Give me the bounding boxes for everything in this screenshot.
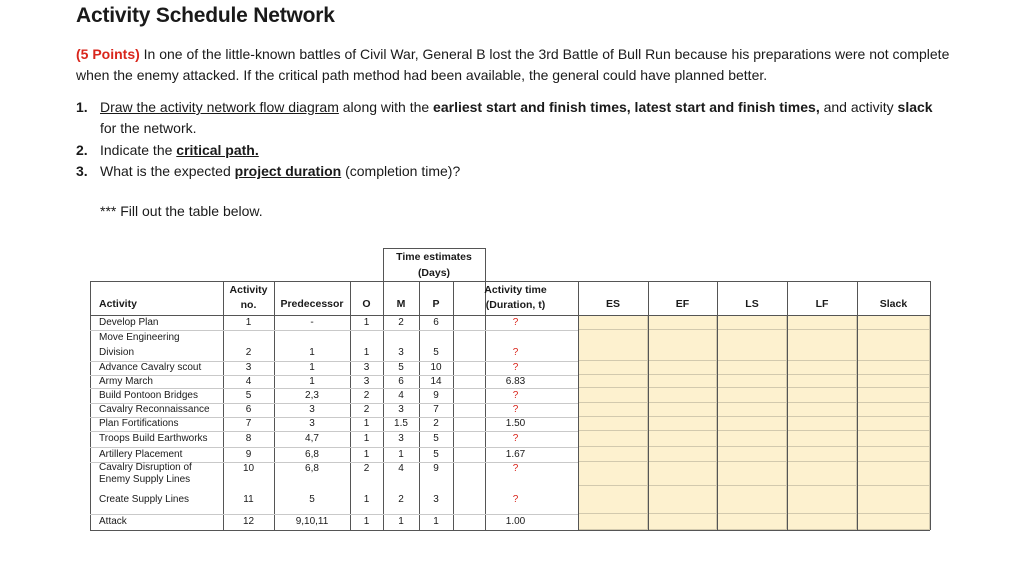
predecessor: 9,10,11 <box>295 516 329 527</box>
activity-time: ? <box>512 433 519 444</box>
input-cell-lf[interactable] <box>787 514 857 530</box>
table-rule <box>717 281 718 530</box>
predecessor: 2,3 <box>305 389 319 401</box>
activity-no: 6 <box>245 404 252 415</box>
activity-time: ? <box>512 389 519 401</box>
input-cell-es[interactable] <box>578 431 648 447</box>
input-cell-ls[interactable] <box>717 375 787 388</box>
activity-name: Artillery Placement <box>99 448 183 460</box>
predecessor: 3 <box>309 404 315 415</box>
predecessor: 6,8 <box>305 463 319 474</box>
estimate-p: 7 <box>433 404 439 415</box>
col-lf: LF <box>815 298 829 310</box>
estimate-m: 2 <box>398 494 404 505</box>
estimate-o: 2 <box>363 404 370 415</box>
input-cell-ef[interactable] <box>648 403 717 417</box>
activity-time: ? <box>512 362 519 373</box>
input-cell-es[interactable] <box>578 514 648 530</box>
input-cell-es[interactable] <box>578 486 648 514</box>
input-cell-slack[interactable] <box>857 431 930 447</box>
question-number: 1. <box>76 99 88 115</box>
estimate-o: 3 <box>363 375 370 387</box>
table-rule <box>485 248 486 281</box>
input-cell-slack[interactable] <box>857 403 930 417</box>
input-cell-es[interactable] <box>578 315 648 330</box>
input-cell-ls[interactable] <box>717 431 787 447</box>
input-cell-ls[interactable] <box>717 486 787 514</box>
input-cell-ef[interactable] <box>648 315 717 330</box>
estimate-m: 6 <box>398 375 404 387</box>
question-number: 3. <box>76 163 88 179</box>
estimate-o: 1 <box>363 418 370 429</box>
estimate-o: 3 <box>363 362 370 373</box>
activity-no: 9 <box>245 448 252 460</box>
activity-name: Develop Plan <box>99 316 159 328</box>
predecessor: 1 <box>309 375 315 387</box>
estimate-p: 6 <box>433 316 439 328</box>
input-cell-ef[interactable] <box>648 431 717 447</box>
estimate-p: 9 <box>433 389 439 401</box>
input-cell-lf[interactable] <box>787 447 857 462</box>
q1-part-c: earliest start and finish times, latest start and finish times, <box>433 99 820 115</box>
estimate-p: 9 <box>433 463 439 474</box>
estimate-m: 1 <box>398 516 404 527</box>
input-cell-lf[interactable] <box>787 403 857 417</box>
col-es: ES <box>605 298 620 310</box>
input-cell-slack[interactable] <box>857 315 930 330</box>
estimate-p: 5 <box>433 433 439 444</box>
activity-no: 1 <box>245 316 252 328</box>
estimate-o: 1 <box>363 516 370 527</box>
input-cell-slack[interactable] <box>857 417 930 431</box>
input-cell-slack[interactable] <box>857 361 930 375</box>
input-cell-slack[interactable] <box>857 514 930 530</box>
q1-part-d: and activity <box>819 99 898 115</box>
estimate-p: 1 <box>433 516 439 527</box>
intro-text: In one of the little-known battles of Civil War, General B lost the 3rd Battle of Bull Run because his preparations were not complete when the enemy attacked. If the critical path method had been available, the general could have planned better. <box>76 46 950 83</box>
col-duration: (Duration, t) <box>485 298 546 311</box>
predecessor: 3 <box>309 418 315 429</box>
fill-instruction: *** Fill out the table below. <box>100 203 263 219</box>
input-cell-ef[interactable] <box>648 361 717 375</box>
activity-time: ? <box>512 404 519 415</box>
q3-part-b: project duration <box>234 163 342 179</box>
input-cell-ls[interactable] <box>717 315 787 330</box>
activity-name: Troops Build Earthworks <box>99 433 208 444</box>
estimate-p: 10 <box>430 362 442 373</box>
estimate-m: 1 <box>398 448 404 460</box>
activity-no: 3 <box>245 362 252 373</box>
input-cell-ef[interactable] <box>648 417 717 431</box>
input-cell-slack[interactable] <box>857 388 930 403</box>
estimate-o: 2 <box>363 463 370 474</box>
input-cell-ls[interactable] <box>717 462 787 486</box>
time-estimates-header: Time estimates <box>396 250 472 263</box>
activity-name: Move Engineering <box>99 331 180 343</box>
activity-name-cont: Division <box>99 347 135 359</box>
estimate-m: 3 <box>398 433 404 444</box>
input-cell-ls[interactable] <box>717 417 787 431</box>
q1-part-a: Draw the activity network flow diagram <box>100 99 339 115</box>
table-rule <box>578 281 579 530</box>
estimate-o: 1 <box>363 494 370 505</box>
estimate-m: 1.5 <box>394 418 408 429</box>
input-cell-lf[interactable] <box>787 330 857 361</box>
predecessor: 4,7 <box>305 433 319 444</box>
col-p: P <box>432 298 440 310</box>
input-cell-ef[interactable] <box>648 388 717 403</box>
activity-no: 7 <box>245 418 252 429</box>
input-cell-ef[interactable] <box>648 486 717 514</box>
input-cell-lf[interactable] <box>787 486 857 514</box>
q1-part-f: for the network. <box>100 120 197 136</box>
col-slack: Slack <box>879 298 908 310</box>
activity-name: Cavalry Reconnaissance <box>99 404 210 415</box>
input-cell-slack[interactable] <box>857 486 930 514</box>
activity-time: ? <box>512 463 519 474</box>
q1-part-e: slack <box>897 99 933 115</box>
predecessor: 1 <box>309 362 315 373</box>
input-cell-es[interactable] <box>578 403 648 417</box>
estimate-o: 1 <box>363 347 370 359</box>
problem-intro <box>76 44 956 86</box>
table-rule <box>90 530 930 531</box>
col-o: O <box>362 298 371 310</box>
q2-part-a: Indicate the <box>100 142 177 158</box>
input-cell-ls[interactable] <box>717 361 787 375</box>
input-cell-lf[interactable] <box>787 315 857 330</box>
input-cell-ls[interactable] <box>717 447 787 462</box>
input-cell-lf[interactable] <box>787 431 857 447</box>
input-cell-ef[interactable] <box>648 514 717 530</box>
input-cell-ef[interactable] <box>648 330 717 361</box>
activity-no: 11 <box>243 494 254 505</box>
activity-no: 5 <box>245 389 252 401</box>
input-cell-lf[interactable] <box>787 375 857 388</box>
col-activity-time: Activity time <box>484 284 547 296</box>
col-activity-no-sub: no. <box>240 298 257 311</box>
activity-time: ? <box>512 316 519 328</box>
estimate-o: 1 <box>363 448 370 460</box>
estimate-m: 4 <box>398 389 404 401</box>
activity-time: 1.67 <box>505 448 526 460</box>
predecessor: 5 <box>309 494 315 505</box>
table-rule <box>857 281 858 530</box>
input-cell-es[interactable] <box>578 330 648 361</box>
activity-name: Cavalry Disruption of <box>99 462 192 473</box>
col-activity-no: Activity <box>229 284 268 296</box>
input-cell-lf[interactable] <box>787 462 857 486</box>
input-cell-ls[interactable] <box>717 330 787 361</box>
input-cell-slack[interactable] <box>857 375 930 388</box>
predecessor: 6,8 <box>305 448 319 460</box>
activity-no: 10 <box>242 463 255 474</box>
q3-part-a: What is the expected <box>100 163 235 179</box>
estimate-o: 2 <box>363 389 370 401</box>
input-cell-slack[interactable] <box>857 447 930 462</box>
estimate-m: 2 <box>398 316 404 328</box>
input-cell-lf[interactable] <box>787 388 857 403</box>
question-number: 2. <box>76 142 88 158</box>
input-cell-ls[interactable] <box>717 403 787 417</box>
activity-time: 6.83 <box>505 375 526 387</box>
col-ef: EF <box>675 298 690 310</box>
table-rule <box>930 281 931 530</box>
col-predecessor: Predecessor <box>280 298 344 310</box>
input-cell-es[interactable] <box>578 361 648 375</box>
activity-name-cont: Enemy Supply Lines <box>99 474 191 485</box>
estimate-o: 1 <box>363 433 370 444</box>
q2-part-b: critical path. <box>176 142 259 158</box>
activity-time: ? <box>512 347 519 359</box>
table-rule <box>648 281 649 530</box>
page-title: Activity Schedule Network <box>76 4 335 27</box>
table-rule <box>787 281 788 530</box>
estimate-p: 5 <box>433 448 439 460</box>
estimate-o: 1 <box>363 316 370 328</box>
estimate-m: 3 <box>398 404 404 415</box>
estimate-m: 3 <box>398 347 404 359</box>
activity-no: 4 <box>245 375 252 387</box>
estimate-p: 5 <box>433 347 439 359</box>
activity-time: 1.50 <box>505 418 526 429</box>
col-ls: LS <box>745 298 759 310</box>
input-cell-slack[interactable] <box>857 330 930 361</box>
col-m: M <box>396 298 406 310</box>
estimate-m: 5 <box>398 362 404 373</box>
estimate-p: 2 <box>433 418 439 429</box>
points-label: (5 Points) <box>76 46 140 62</box>
activity-no: 2 <box>245 347 252 359</box>
activity-name: Create Supply Lines <box>99 494 190 505</box>
estimate-m: 4 <box>398 463 404 474</box>
activity-name: Attack <box>99 516 127 527</box>
activity-table <box>90 248 930 553</box>
estimate-p: 3 <box>433 494 439 505</box>
activity-time: 1.00 <box>505 516 526 527</box>
input-cell-es[interactable] <box>578 447 648 462</box>
input-cell-ls[interactable] <box>717 514 787 530</box>
input-cell-lf[interactable] <box>787 361 857 375</box>
activity-no: 12 <box>242 516 255 527</box>
activity-name: Plan Fortifications <box>99 418 179 429</box>
predecessor: - <box>310 316 314 328</box>
col-activity: Activity <box>99 298 137 310</box>
activity-time: ? <box>512 494 519 505</box>
input-cell-ls[interactable] <box>717 388 787 403</box>
q3-part-c: (completion time)? <box>341 163 461 179</box>
input-cell-es[interactable] <box>578 462 648 486</box>
input-cell-es[interactable] <box>578 375 648 388</box>
input-cell-slack[interactable] <box>857 462 930 486</box>
input-cell-es[interactable] <box>578 388 648 403</box>
input-cell-ef[interactable] <box>648 447 717 462</box>
estimate-p: 14 <box>430 375 442 387</box>
input-cell-lf[interactable] <box>787 417 857 431</box>
input-cell-ef[interactable] <box>648 375 717 388</box>
days-label: (Days) <box>417 266 451 279</box>
input-cell-ef[interactable] <box>648 462 717 486</box>
predecessor: 1 <box>309 347 315 359</box>
activity-name: Army March <box>99 375 153 387</box>
activity-no: 8 <box>245 433 252 444</box>
activity-name: Advance Cavalry scout <box>99 362 202 373</box>
input-cell-es[interactable] <box>578 417 648 431</box>
q1-part-b: along with the <box>338 99 434 115</box>
activity-name: Build Pontoon Bridges <box>99 389 198 401</box>
